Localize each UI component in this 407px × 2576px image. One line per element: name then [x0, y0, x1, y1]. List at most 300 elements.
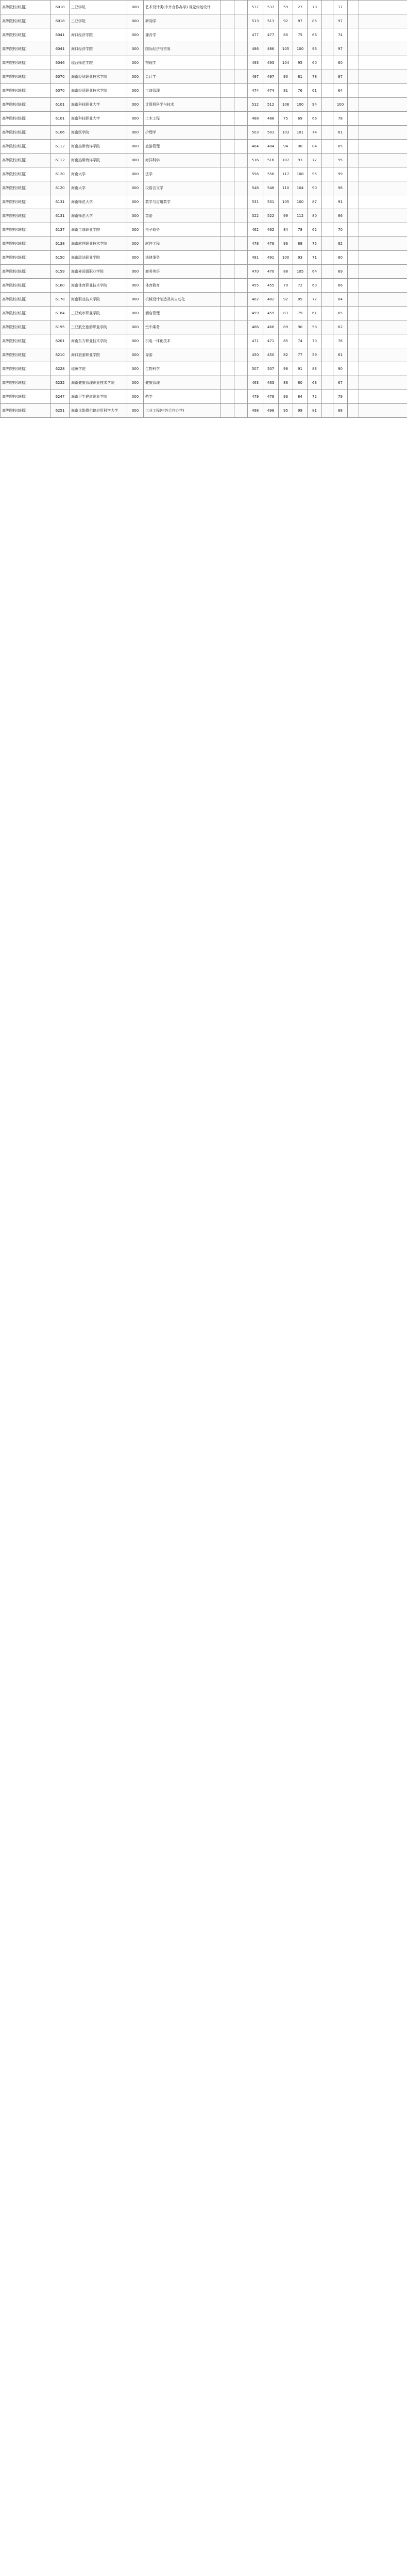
school-code-cell: 6138 — [51, 237, 70, 251]
subject-score-5-cell: 61 — [333, 348, 348, 362]
note-cell — [359, 181, 407, 195]
subject-score-3-cell: 84 — [308, 140, 322, 154]
batch-cell: 高等院校(统招) — [1, 237, 51, 251]
note-cell — [359, 195, 407, 209]
plan-code-cell: 000 — [127, 195, 144, 209]
total-score-cell: 491 — [248, 251, 263, 265]
batch-cell: 高等院校(统招) — [1, 98, 51, 112]
subject-score-3-cell: 94 — [308, 98, 322, 112]
plan-num-cell — [221, 223, 234, 237]
category-cell — [234, 84, 248, 98]
category-cell — [234, 181, 248, 195]
subject-score-4-cell — [322, 320, 333, 334]
subject-score-4-cell — [322, 376, 333, 390]
major-name-cell: 软件工程 — [144, 237, 221, 251]
subject-score-2-cell: 80 — [293, 376, 308, 390]
total-score-cell: 522 — [248, 209, 263, 223]
total-score-cell: 474 — [248, 84, 263, 98]
subject-score-5-cell: 85 — [333, 140, 348, 154]
subject-score-3-cell: 71 — [308, 251, 322, 265]
subject-score-2-cell: 93 — [293, 154, 308, 167]
subject-score-6-cell — [348, 112, 359, 126]
subject-score-2-cell: 84 — [293, 390, 308, 404]
total-score-cell: 463 — [248, 376, 263, 390]
subject-score-1-cell: 98 — [279, 362, 293, 376]
school-code-cell: 6251 — [51, 404, 70, 418]
subject-score-5-cell: 90 — [333, 362, 348, 376]
subject-score-1-cell: 81 — [279, 84, 293, 98]
plan-num-cell — [221, 293, 234, 307]
school-name-cell: 海南热带海洋学院 — [70, 140, 127, 154]
school-code-cell: 6112 — [51, 140, 70, 154]
plan-code-cell: 000 — [127, 265, 144, 279]
major-name-cell: 空中乘务 — [144, 320, 221, 334]
school-name-cell: 海南大学 — [70, 167, 127, 181]
category-cell — [234, 362, 248, 376]
subject-score-3-cell: 80 — [308, 209, 322, 223]
table-row — [1, 70, 407, 84]
subject-score-4-cell — [322, 251, 333, 265]
school-name-cell: 海南比勒费尔德应用科学大学 — [70, 404, 127, 418]
subject-score-6-cell — [348, 334, 359, 348]
note-cell — [359, 1, 407, 14]
subject-score-5-cell: 67 — [333, 376, 348, 390]
subject-score-2-cell: 74 — [293, 334, 308, 348]
subject-score-2-cell: 90 — [293, 320, 308, 334]
category-cell — [234, 404, 248, 418]
note-cell — [359, 293, 407, 307]
note-cell — [359, 251, 407, 265]
school-code-cell: 6201 — [51, 334, 70, 348]
subject-score-6-cell — [348, 362, 359, 376]
major-name-cell: 数学与应用数学 — [144, 195, 221, 209]
batch-cell: 高等院校(统招) — [1, 84, 51, 98]
note-cell — [359, 334, 407, 348]
subject-score-3-cell: 60 — [308, 56, 322, 70]
subject-score-1-cell: 96 — [279, 237, 293, 251]
plan-code-cell: 000 — [127, 376, 144, 390]
ranking-score-cell: 497 — [263, 70, 279, 84]
table-row — [1, 348, 407, 362]
subject-score-6-cell — [348, 1, 359, 14]
total-score-cell: 462 — [248, 223, 263, 237]
subject-score-2-cell: 69 — [293, 112, 308, 126]
subject-score-4-cell — [322, 167, 333, 181]
plan-code-cell: 000 — [127, 223, 144, 237]
major-name-cell: 海洋科学 — [144, 154, 221, 167]
school-code-cell: 6228 — [51, 362, 70, 376]
plan-code-cell: 000 — [127, 209, 144, 223]
ranking-score-cell: 450 — [263, 348, 279, 362]
major-name-cell: 药学 — [144, 390, 221, 404]
plan-code-cell: 000 — [127, 1, 144, 14]
subject-score-2-cell: 100 — [293, 98, 308, 112]
ranking-score-cell: 471 — [263, 334, 279, 348]
note-cell — [359, 84, 407, 98]
table-row — [1, 84, 407, 98]
note-cell — [359, 42, 407, 56]
total-score-cell: 498 — [248, 404, 263, 418]
total-score-cell: 516 — [248, 154, 263, 167]
total-score-cell: 471 — [248, 334, 263, 348]
subject-score-5-cell: 79 — [333, 390, 348, 404]
school-name-cell: 海口经济学院 — [70, 28, 127, 42]
total-score-cell: 531 — [248, 195, 263, 209]
subject-score-3-cell: 60 — [308, 279, 322, 293]
subject-score-3-cell: 85 — [308, 14, 322, 28]
subject-score-4-cell — [322, 223, 333, 237]
total-score-cell: 556 — [248, 167, 263, 181]
school-code-cell: 6070 — [51, 70, 70, 84]
total-score-cell: 479 — [248, 390, 263, 404]
total-score-cell: 512 — [248, 98, 263, 112]
subject-score-3-cell: 77 — [308, 293, 322, 307]
school-name-cell: 海南外国语职业学院 — [70, 265, 127, 279]
note-cell — [359, 390, 407, 404]
batch-cell: 高等院校(统招) — [1, 390, 51, 404]
subject-score-6-cell — [348, 167, 359, 181]
ranking-score-cell: 512 — [263, 98, 279, 112]
ranking-score-cell: 477 — [263, 28, 279, 42]
category-cell — [234, 98, 248, 112]
note-cell — [359, 98, 407, 112]
batch-cell: 高等院校(统招) — [1, 209, 51, 223]
plan-num-cell — [221, 209, 234, 223]
subject-score-2-cell: 72 — [293, 279, 308, 293]
table-row — [1, 376, 407, 390]
major-name-cell: 导游 — [144, 348, 221, 362]
school-code-cell: 6101 — [51, 98, 70, 112]
total-score-cell: 482 — [248, 293, 263, 307]
school-name-cell: 海南师范大学 — [70, 209, 127, 223]
table-body — [1, 1, 407, 418]
ranking-score-cell: 455 — [263, 279, 279, 293]
batch-cell: 高等院校(统招) — [1, 181, 51, 195]
plan-num-cell — [221, 404, 234, 418]
batch-cell: 高等院校(统招) — [1, 112, 51, 126]
ranking-score-cell: 459 — [263, 307, 279, 320]
batch-cell: 高等院校(统招) — [1, 126, 51, 140]
ranking-score-cell: 462 — [263, 223, 279, 237]
subject-score-2-cell: 104 — [293, 181, 308, 195]
ranking-score-cell: 531 — [263, 195, 279, 209]
total-score-cell: 477 — [248, 28, 263, 42]
major-name-cell: 生物科学 — [144, 362, 221, 376]
school-code-cell: 6041 — [51, 28, 70, 42]
plan-num-cell — [221, 195, 234, 209]
subject-score-5-cell: 99 — [333, 167, 348, 181]
ranking-score-cell: 482 — [263, 293, 279, 307]
batch-cell: 高等院校(统招) — [1, 265, 51, 279]
table-row — [1, 223, 407, 237]
school-name-cell: 海南大学 — [70, 181, 127, 195]
school-name-cell: 海南健康管理职业技术学院 — [70, 376, 127, 390]
subject-score-2-cell: 76 — [293, 84, 308, 98]
school-name-cell: 三亚学院 — [70, 14, 127, 28]
subject-score-6-cell — [348, 209, 359, 223]
batch-cell: 高等院校(统招) — [1, 14, 51, 28]
plan-num-cell — [221, 279, 234, 293]
subject-score-1-cell: 107 — [279, 154, 293, 167]
subject-score-3-cell: 61 — [308, 307, 322, 320]
plan-num-cell — [221, 14, 234, 28]
subject-score-5-cell: 97 — [333, 42, 348, 56]
subject-score-4-cell — [322, 140, 333, 154]
category-cell — [234, 195, 248, 209]
major-name-cell: 工业工程(中外合作办学) — [144, 404, 221, 418]
subject-score-6-cell — [348, 28, 359, 42]
note-cell — [359, 112, 407, 126]
school-code-cell: 6131 — [51, 195, 70, 209]
subject-score-6-cell — [348, 154, 359, 167]
subject-score-5-cell: 81 — [333, 126, 348, 140]
batch-cell: 高等院校(统招) — [1, 348, 51, 362]
plan-num-cell — [221, 390, 234, 404]
subject-score-4-cell — [322, 70, 333, 84]
category-cell — [234, 376, 248, 390]
plan-num-cell — [221, 154, 234, 167]
subject-score-1-cell: 106 — [279, 98, 293, 112]
subject-score-1-cell: 110 — [279, 181, 293, 195]
total-score-cell: 493 — [248, 56, 263, 70]
major-name-cell: 新闻学 — [144, 14, 221, 28]
subject-score-1-cell: 117 — [279, 167, 293, 181]
plan-code-cell: 000 — [127, 251, 144, 265]
subject-score-5-cell: 65 — [333, 307, 348, 320]
ranking-score-cell: 478 — [263, 237, 279, 251]
subject-score-5-cell: 100 — [333, 98, 348, 112]
category-cell — [234, 237, 248, 251]
category-cell — [234, 390, 248, 404]
subject-score-5-cell: 86 — [333, 209, 348, 223]
subject-score-5-cell: 84 — [333, 293, 348, 307]
subject-score-5-cell: 82 — [333, 237, 348, 251]
ranking-score-cell: 548 — [263, 181, 279, 195]
note-cell — [359, 28, 407, 42]
note-cell — [359, 167, 407, 181]
plan-num-cell — [221, 126, 234, 140]
subject-score-5-cell: 70 — [333, 223, 348, 237]
ranking-score-cell: 507 — [263, 362, 279, 376]
subject-score-1-cell: 100 — [279, 251, 293, 265]
category-cell — [234, 293, 248, 307]
plan-code-cell: 000 — [127, 84, 144, 98]
subject-score-4-cell — [322, 1, 333, 14]
table-row — [1, 209, 407, 223]
subject-score-6-cell — [348, 98, 359, 112]
subject-score-5-cell: 62 — [333, 320, 348, 334]
school-code-cell: 6018 — [51, 1, 70, 14]
category-cell — [234, 265, 248, 279]
subject-score-5-cell: 77 — [333, 1, 348, 14]
major-name-cell: 健康管理 — [144, 376, 221, 390]
major-name-cell: 法律事务 — [144, 251, 221, 265]
major-name-cell: 艺术设计类(中外合作办学) 视觉传达设计 — [144, 1, 221, 14]
category-cell — [234, 251, 248, 265]
major-name-cell: 英语 — [144, 209, 221, 223]
batch-cell: 高等院校(统招) — [1, 42, 51, 56]
subject-score-2-cell: 95 — [293, 56, 308, 70]
plan-num-cell — [221, 167, 234, 181]
note-cell — [359, 348, 407, 362]
subject-score-3-cell: 72 — [308, 390, 322, 404]
subject-score-4-cell — [322, 279, 333, 293]
table-row — [1, 181, 407, 195]
subject-score-3-cell: 66 — [308, 112, 322, 126]
plan-num-cell — [221, 140, 234, 154]
batch-cell: 高等院校(统招) — [1, 223, 51, 237]
batch-cell: 高等院校(统招) — [1, 376, 51, 390]
subject-score-1-cell: 59 — [279, 1, 293, 14]
plan-code-cell: 000 — [127, 70, 144, 84]
ranking-score-cell: 556 — [263, 167, 279, 181]
table-row — [1, 126, 407, 140]
subject-score-2-cell: 27 — [293, 1, 308, 14]
ranking-score-cell: 503 — [263, 126, 279, 140]
major-name-cell: 护理学 — [144, 126, 221, 140]
category-cell — [234, 14, 248, 28]
plan-code-cell: 000 — [127, 112, 144, 126]
category-cell — [234, 209, 248, 223]
school-name-cell: 海口旅游职业学院 — [70, 348, 127, 362]
plan-num-cell — [221, 112, 234, 126]
school-code-cell: 6101 — [51, 112, 70, 126]
subject-score-6-cell — [348, 307, 359, 320]
subject-score-6-cell — [348, 320, 359, 334]
subject-score-4-cell — [322, 293, 333, 307]
subject-score-4-cell — [322, 195, 333, 209]
table-row — [1, 362, 407, 376]
school-name-cell: 海南医学院 — [70, 126, 127, 140]
batch-cell: 高等院校(统招) — [1, 140, 51, 154]
school-code-cell: 6195 — [51, 320, 70, 334]
subject-score-5-cell: 87 — [333, 70, 348, 84]
category-cell — [234, 140, 248, 154]
school-code-cell: 6210 — [51, 348, 70, 362]
table-row — [1, 279, 407, 293]
major-name-cell: 物理学 — [144, 56, 221, 70]
note-cell — [359, 265, 407, 279]
category-cell — [234, 348, 248, 362]
table-row — [1, 251, 407, 265]
subject-score-4-cell — [322, 126, 333, 140]
subject-score-6-cell — [348, 376, 359, 390]
school-code-cell: 6232 — [51, 376, 70, 390]
total-score-cell: 450 — [248, 348, 263, 362]
school-code-cell: 6018 — [51, 14, 70, 28]
major-name-cell: 机械设计制造及其自动化 — [144, 293, 221, 307]
subject-score-4-cell — [322, 390, 333, 404]
note-cell — [359, 376, 407, 390]
subject-score-1-cell: 93 — [279, 390, 293, 404]
plan-num-cell — [221, 348, 234, 362]
table-row — [1, 1, 407, 14]
subject-score-3-cell: 74 — [308, 126, 322, 140]
school-code-cell: 6112 — [51, 154, 70, 167]
note-cell — [359, 70, 407, 84]
major-name-cell: 会计学 — [144, 70, 221, 84]
subject-score-5-cell: 76 — [333, 334, 348, 348]
subject-score-6-cell — [348, 56, 359, 70]
plan-num-cell — [221, 98, 234, 112]
subject-score-1-cell: 86 — [279, 376, 293, 390]
subject-score-4-cell — [322, 28, 333, 42]
batch-cell: 高等院校(统招) — [1, 195, 51, 209]
total-score-cell: 503 — [248, 126, 263, 140]
subject-score-4-cell — [322, 112, 333, 126]
total-score-cell: 484 — [248, 140, 263, 154]
note-cell — [359, 56, 407, 70]
subject-score-3-cell: 63 — [308, 376, 322, 390]
table-row — [1, 167, 407, 181]
subject-score-2-cell: 79 — [293, 307, 308, 320]
batch-cell: 高等院校(统招) — [1, 320, 51, 334]
plan-num-cell — [221, 251, 234, 265]
subject-score-3-cell: 95 — [308, 167, 322, 181]
subject-score-2-cell: 100 — [293, 42, 308, 56]
note-cell — [359, 140, 407, 154]
subject-score-2-cell: 81 — [293, 70, 308, 84]
subject-score-2-cell: 100 — [293, 195, 308, 209]
total-score-cell: 507 — [248, 362, 263, 376]
major-name-cell: 工商管理 — [144, 84, 221, 98]
subject-score-1-cell: 94 — [279, 140, 293, 154]
plan-code-cell: 000 — [127, 390, 144, 404]
plan-code-cell: 000 — [127, 237, 144, 251]
batch-cell: 高等院校(统招) — [1, 167, 51, 181]
school-name-cell: 海南经贸职业技术学院 — [70, 70, 127, 84]
category-cell — [234, 70, 248, 84]
subject-score-1-cell: 79 — [279, 279, 293, 293]
subject-score-5-cell: 91 — [333, 195, 348, 209]
subject-score-6-cell — [348, 279, 359, 293]
subject-score-3-cell: 59 — [308, 348, 322, 362]
school-name-cell: 海南东方职业技术学院 — [70, 334, 127, 348]
plan-code-cell: 000 — [127, 181, 144, 195]
major-name-cell: 体育教育 — [144, 279, 221, 293]
subject-score-6-cell — [348, 84, 359, 98]
school-name-cell: 海南软件职业技术学院 — [70, 237, 127, 251]
ranking-score-cell: 522 — [263, 209, 279, 223]
category-cell — [234, 334, 248, 348]
batch-cell: 高等院校(统招) — [1, 307, 51, 320]
subject-score-3-cell: 58 — [308, 320, 322, 334]
batch-cell: 高等院校(统招) — [1, 404, 51, 418]
subject-score-3-cell: 77 — [308, 154, 322, 167]
plan-num-cell — [221, 334, 234, 348]
subject-score-4-cell — [322, 307, 333, 320]
plan-code-cell: 000 — [127, 307, 144, 320]
ranking-score-cell: 484 — [263, 140, 279, 154]
category-cell — [234, 42, 248, 56]
subject-score-1-cell: 89 — [279, 320, 293, 334]
subject-score-5-cell: 97 — [333, 14, 348, 28]
major-name-cell: 土木工程 — [144, 112, 221, 126]
subject-score-2-cell: 78 — [293, 223, 308, 237]
subject-score-5-cell: 95 — [333, 154, 348, 167]
table-row — [1, 98, 407, 112]
major-name-cell: 国际经济与贸易 — [144, 42, 221, 56]
table-row — [1, 154, 407, 167]
subject-score-6-cell — [348, 348, 359, 362]
total-score-cell: 537 — [248, 1, 263, 14]
school-name-cell: 三亚学院 — [70, 1, 127, 14]
plan-code-cell: 000 — [127, 279, 144, 293]
subject-score-3-cell: 64 — [308, 265, 322, 279]
subject-score-6-cell — [348, 42, 359, 56]
category-cell — [234, 1, 248, 14]
table-row — [1, 140, 407, 154]
